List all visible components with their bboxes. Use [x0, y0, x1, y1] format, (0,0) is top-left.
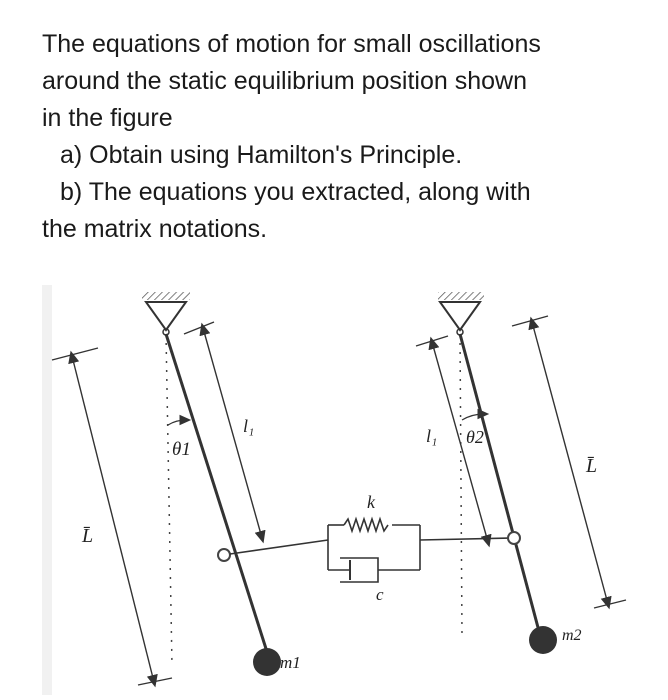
label-theta1: θ1 [172, 439, 191, 460]
question-line-6: the matrix notations. [42, 215, 268, 243]
right-pendulum [416, 292, 626, 654]
left-L-dim [72, 356, 154, 682]
spring-damper-coupling [230, 492, 512, 604]
question-line-2: around the static equilibrium position shown [42, 67, 527, 95]
question-line-1: The equations of motion for small oscillations [42, 30, 541, 58]
label-c: c [376, 585, 384, 604]
question-part-b: b) The equations you extracted, along with [60, 178, 531, 206]
label-l1-right: l₁ [426, 426, 438, 446]
label-theta2: θ2 [466, 427, 484, 447]
label-m1: m1 [280, 653, 301, 672]
left-ceiling [142, 292, 190, 300]
double-pendulum-figure [0, 270, 668, 700]
label-l1-left: l₁ [243, 416, 255, 436]
left-vertical-ref [166, 334, 172, 665]
label-L-left: L̄ [82, 525, 94, 547]
right-spring-joint [508, 532, 520, 544]
question-text [42, 26, 642, 248]
left-spring-joint [218, 549, 230, 561]
mass-m1 [253, 648, 281, 676]
right-ceiling [438, 292, 484, 300]
right-vertical-ref [460, 334, 462, 635]
left-pivot [146, 302, 186, 330]
left-pendulum [52, 292, 301, 685]
left-rod [166, 334, 268, 655]
label-L-right: L̄ [586, 455, 598, 477]
spring-k [344, 519, 388, 531]
mass-m2 [529, 626, 557, 654]
label-k: k [367, 492, 375, 512]
theta1-arc [168, 420, 186, 425]
label-m2: m2 [562, 627, 582, 644]
question-part-a: a) Obtain using Hamilton's Principle. [60, 141, 463, 169]
question-line-3: in the figure [42, 104, 173, 132]
right-pivot [440, 302, 480, 330]
